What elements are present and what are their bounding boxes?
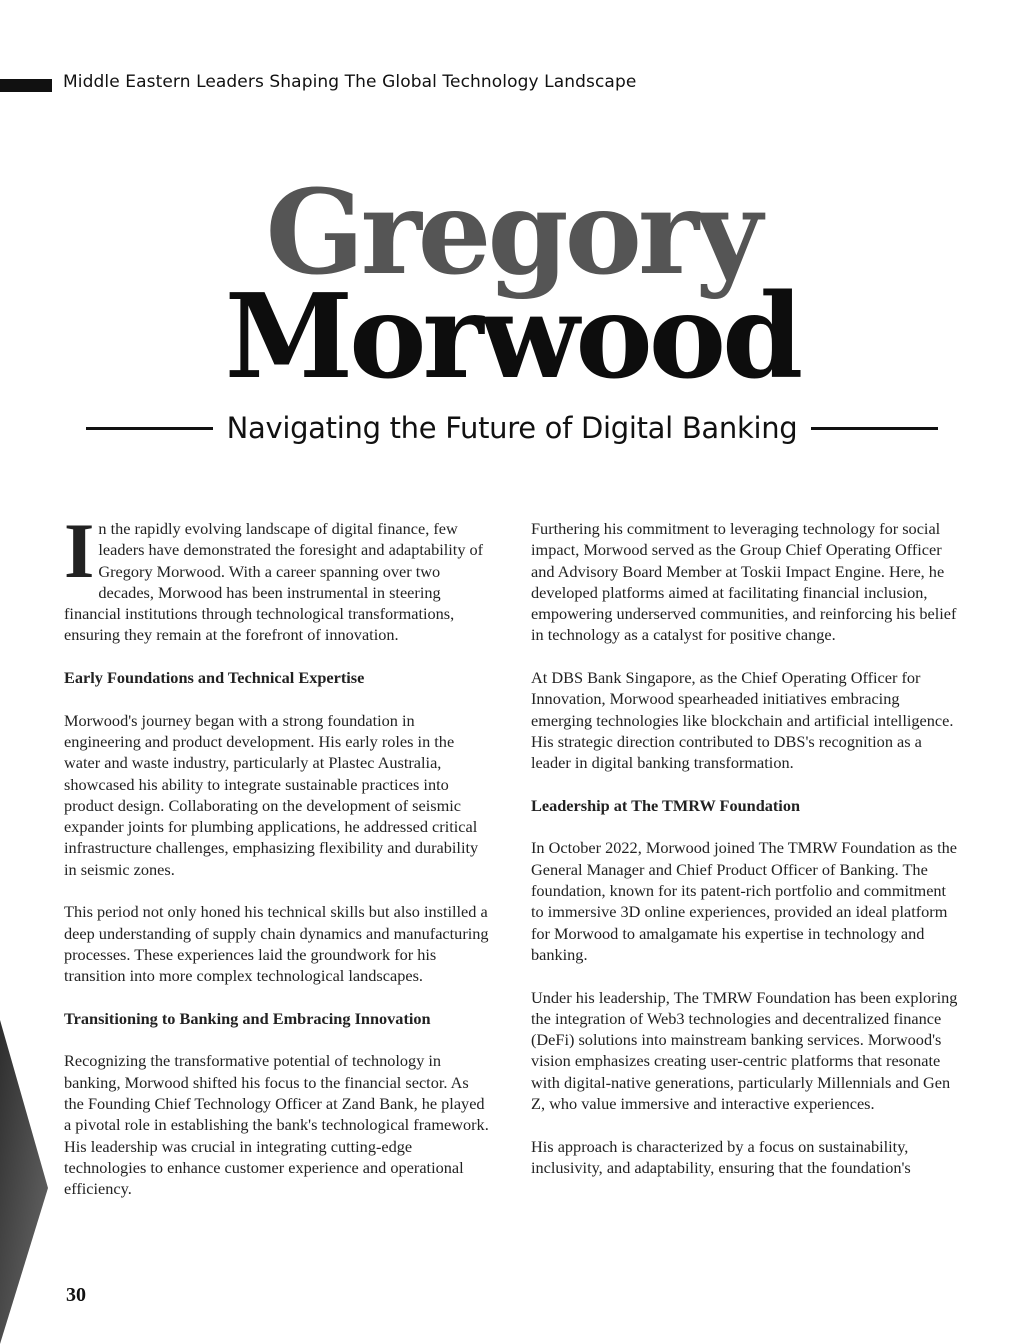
- paragraph: Furthering his commitment to leveraging technology for social impact, Morwood served as the Group Chief Operating Officer and Advisory Board Member at Toskii Impact Engine. Here, he developed platforms aimed at facilitating financial inclusion, empowering underserved communities, and reinforcing his belief in technology as a catalyst for positive change.: [531, 519, 957, 645]
- paragraph: In October 2022, Morwood joined The TMRW Foundation as the General Manager and Chief Product Officer of Banking. The foundation, known for its patent-rich portfolio and commitment to immersive 3D online experiences, provided an ideal platform for Morwood to amalgamate his expertise in technology and banking.: [531, 838, 957, 964]
- title-last-name: Morwood: [224, 269, 800, 405]
- paragraph: At DBS Bank Singapore, as the Chief Operating Officer for Innovation, Morwood spearheaded initiatives embracing emerging technologies like blockchain and artificial intelligence. His strategic direction contributed to DBS's recognition as a leader in digital banking transformation.: [531, 668, 954, 773]
- header-accent-bar: [0, 79, 52, 92]
- subtitle-row: [86, 406, 938, 450]
- paragraph: His approach is characterized by a focus on sustainability, inclusivity, and adaptability, ensuring that the foundation's: [531, 1136, 911, 1177]
- dropcap-letter: I: [64, 507, 95, 594]
- subtitle-rule-right: [811, 427, 938, 430]
- section-heading-early-foundations: Early Foundations and Technical Expertise: [64, 668, 365, 688]
- subtitle: Navigating the Future of Digital Banking: [226, 411, 798, 445]
- page-number: 30: [66, 1284, 86, 1306]
- right-column: [531, 518, 959, 1200]
- intro-paragraph: [64, 507, 492, 646]
- paragraph: Morwood's journey began with a strong foundation in engineering and product development. His early roles in the water and waste industry, particularly at Plastec Australia, showcased his ability to integrate sustainable practices into product design. Collaborating on the development of seismic expander joints for plumbing applications, he addressed critical infrastructure challenges, emphasizing flexibility and durability in seismic zones.: [64, 710, 479, 879]
- paragraph: Recognizing the transformative potential of technology in banking, Morwood shifted his focus to the financial sector. As the Founding Chief Technology Officer at Zand Bank, he played a pivotal role in establishing the bank's technological framework. His leadership was crucial in integrating cutting-edge technologies to enhance customer experience and operational efficiency.: [64, 1051, 489, 1199]
- intro-text: n the rapidly evolving landscape of digital finance, few leaders have demonstrated the foresight and adaptability of Gregory Morwood. With a career spanning over two decades, Morwood has been instrumental in steering financial institutions through technological transformations, ensuring they remain at the forefront of innovation.: [64, 519, 484, 645]
- section-heading-transitioning: Transitioning to Banking and Embracing Innovation: [64, 1008, 431, 1028]
- decorative-side-shape: [0, 1020, 60, 1344]
- paragraph: This period not only honed his technical skills but also instilled a deep understanding of supply chain dynamics and manufacturing processes. These experiences laid the groundwork for his transition into more complex technological landscapes.: [64, 902, 489, 986]
- left-column: [64, 507, 492, 1221]
- running-title: Middle Eastern Leaders Shaping The Global Technology Landscape: [63, 72, 637, 92]
- paragraph: Under his leadership, The TMRW Foundation has been exploring the integration of Web3 technologies and decentralized finance (DeFi) solutions into mainstream banking services. Morwood's vision emphasizes creating user-centric platforms that resonate with digital-native generations, particularly Millennials and Gen Z, who value immersive and interactive experiences.: [531, 987, 958, 1114]
- section-heading-tmrw-leadership: Leadership at The TMRW Foundation: [531, 795, 801, 815]
- title-first-name: Gregory: [265, 165, 759, 301]
- subtitle-rule-left: [86, 427, 213, 430]
